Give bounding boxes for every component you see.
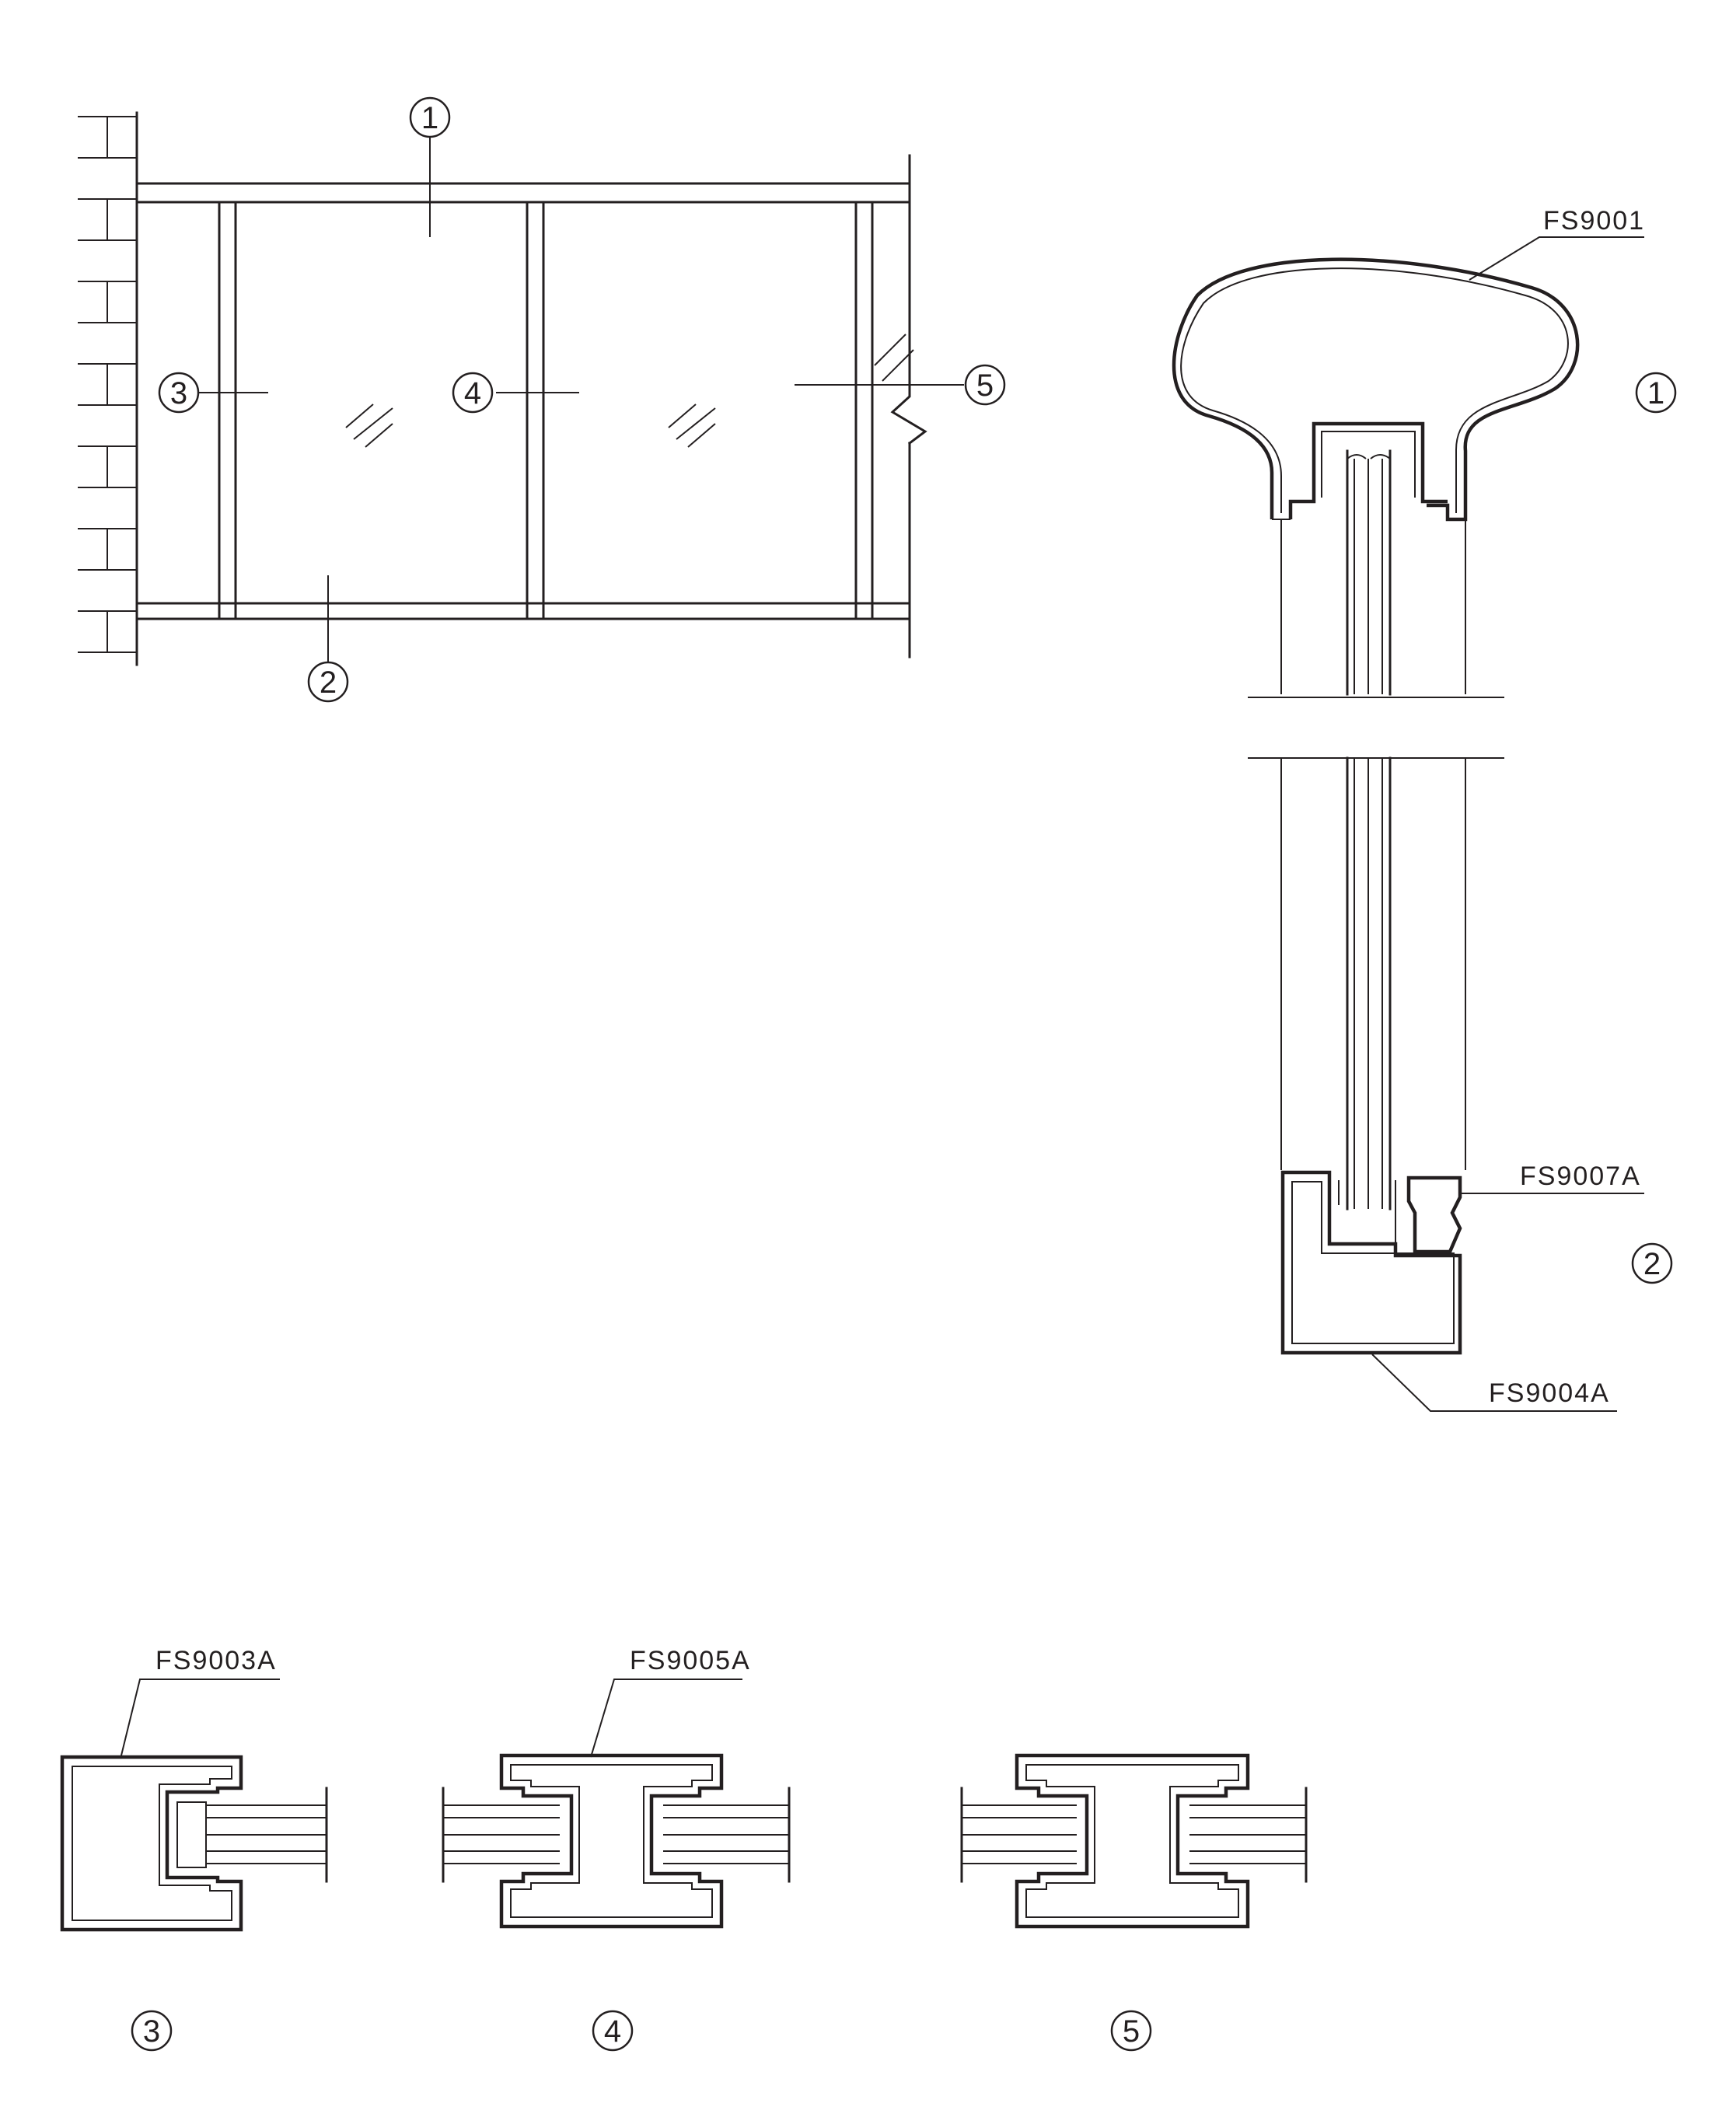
detail-callout-4 (593, 2011, 632, 2050)
elevation-mid-post (527, 202, 543, 619)
elevation-callout-5 (966, 365, 1004, 404)
callout-number: 2 (319, 665, 337, 700)
elevation-end-post (219, 202, 236, 619)
label-fs9005a: FS9005A (630, 1646, 751, 1675)
top-rail-profile (1174, 260, 1577, 519)
section-callout-2 (1633, 1244, 1671, 1283)
callout-number: 1 (421, 101, 439, 135)
callout-number: 2 (1643, 1247, 1661, 1281)
detail-end-post (62, 1646, 327, 2050)
detail-callout-5 (1112, 2011, 1151, 2050)
callout-number: 1 (1647, 376, 1665, 410)
elevation-callout-1 (410, 98, 449, 137)
callout-number: 4 (603, 2014, 622, 2049)
callout-number: 5 (976, 369, 994, 403)
section-callout-1 (1636, 373, 1675, 412)
callout-number: 5 (1122, 2014, 1140, 2049)
detail-intermediate-post (962, 1755, 1306, 2050)
callout-number: 3 (169, 376, 188, 410)
callout-number: 3 (142, 2014, 161, 2049)
label-fs9007a: FS9007A (1520, 1162, 1641, 1191)
elevation-intermediate-post (856, 202, 872, 619)
callout-number: 4 (463, 376, 482, 410)
wall-brick-hatch (78, 113, 137, 665)
elevation-top-rail (137, 155, 910, 327)
bottom-rail-profile (1283, 1172, 1460, 1353)
label-fs9004a: FS9004A (1489, 1378, 1610, 1408)
detail-mid-post (443, 1646, 789, 2050)
glass-reflection-marks (346, 404, 715, 447)
elevation-callout-4 (453, 373, 492, 412)
label-fs9001: FS9001 (1543, 206, 1646, 236)
elevation-bottom-rail (137, 443, 910, 657)
glazing-bead-profile (1409, 1178, 1460, 1252)
elevation-callout-2 (309, 662, 348, 701)
label-fs9003a: FS9003A (155, 1646, 277, 1675)
vertical-section-view (1174, 206, 1675, 1411)
elevation-view (78, 98, 1004, 701)
elevation-callout-3 (159, 373, 198, 412)
section-glass (1281, 451, 1465, 1209)
detail-callout-3 (132, 2011, 171, 2050)
